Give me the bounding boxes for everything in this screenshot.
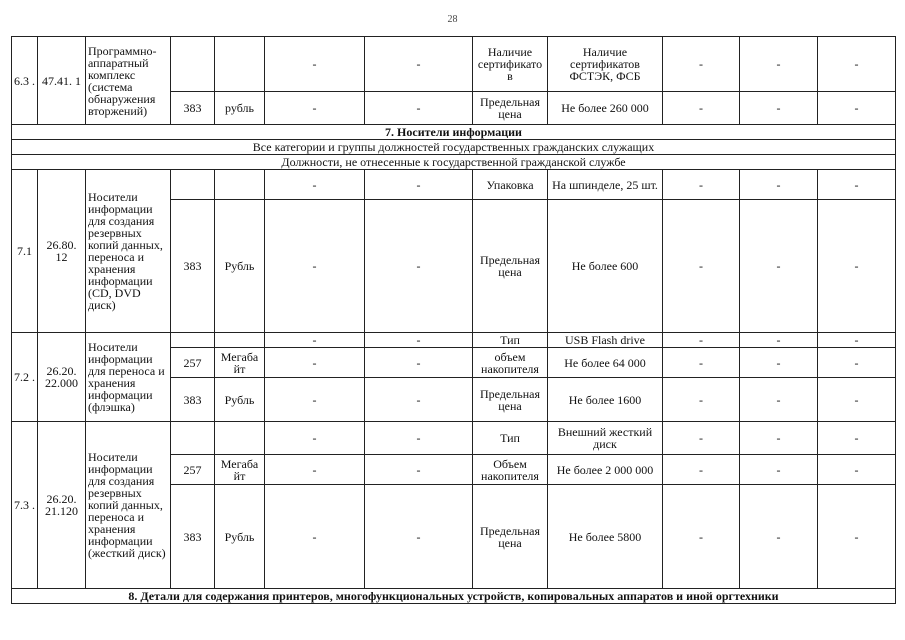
- value-cell: -: [818, 348, 896, 378]
- item-name: Носители информации для переноса и хранения информации (флэшка): [86, 333, 171, 422]
- characteristic-name: объем накопителя: [473, 348, 548, 378]
- value-cell: -: [818, 170, 896, 200]
- note-row: [12, 155, 896, 170]
- okei-code: 383: [171, 92, 215, 125]
- okei-code: [171, 333, 215, 348]
- section-title: 7. Носители информации: [12, 125, 896, 140]
- item-name: Носители информации для создания резервных копий данных, переноса и хранения информации (CD, DVD диск): [86, 170, 171, 333]
- table-row: [12, 170, 896, 200]
- characteristic-value: Не более 260 000: [548, 92, 663, 125]
- characteristic-name: Предельная цена: [473, 485, 548, 589]
- spec-table: [11, 36, 896, 604]
- unit-name: Рубль: [215, 485, 265, 589]
- characteristic-name: Предельная цена: [473, 92, 548, 125]
- value-cell: -: [663, 92, 740, 125]
- value-cell: -: [818, 485, 896, 589]
- value-cell: -: [740, 378, 818, 422]
- value-cell: -: [265, 485, 365, 589]
- value-cell: -: [663, 485, 740, 589]
- value-cell: -: [663, 422, 740, 455]
- unit-name: Рубль: [215, 378, 265, 422]
- characteristic-value: Не более 600: [548, 200, 663, 333]
- value-cell: -: [663, 378, 740, 422]
- value-cell: -: [265, 422, 365, 455]
- okei-code: 257: [171, 348, 215, 378]
- unit-name: рубль: [215, 92, 265, 125]
- value-cell: -: [663, 348, 740, 378]
- value-cell: -: [365, 333, 473, 348]
- value-cell: -: [663, 200, 740, 333]
- value-cell: -: [265, 455, 365, 485]
- okpd-code: 26.20. 21.120: [38, 422, 86, 589]
- table-row: [12, 37, 896, 92]
- okpd-code: 47.41. 1: [38, 37, 86, 125]
- value-cell: -: [265, 200, 365, 333]
- value-cell: -: [265, 37, 365, 92]
- unit-name: Мегаба йт: [215, 455, 265, 485]
- characteristic-value: USB Flash drive: [548, 333, 663, 348]
- characteristic-value: Наличие сертификатов ФСТЭК, ФСБ: [548, 37, 663, 92]
- value-cell: -: [365, 455, 473, 485]
- unit-name: [215, 37, 265, 92]
- value-cell: -: [740, 170, 818, 200]
- value-cell: -: [663, 170, 740, 200]
- characteristic-name: Упаковка: [473, 170, 548, 200]
- value-cell: -: [365, 422, 473, 455]
- value-cell: -: [740, 92, 818, 125]
- category-note: Все категории и группы должностей государственных гражданских служащих: [12, 140, 896, 155]
- value-cell: -: [818, 92, 896, 125]
- item-name: Носители информации для создания резервных копий данных, переноса и хранения информации (жесткий диск): [86, 422, 171, 589]
- value-cell: -: [663, 455, 740, 485]
- characteristic-name: Предельная цена: [473, 378, 548, 422]
- characteristic-value: Не более 1600: [548, 378, 663, 422]
- note-row: [12, 140, 896, 155]
- okei-code: [171, 422, 215, 455]
- value-cell: -: [740, 348, 818, 378]
- item-number: 7.3 .: [12, 422, 38, 589]
- value-cell: -: [265, 378, 365, 422]
- value-cell: -: [365, 485, 473, 589]
- value-cell: -: [365, 378, 473, 422]
- value-cell: -: [818, 200, 896, 333]
- value-cell: -: [818, 37, 896, 92]
- value-cell: -: [818, 422, 896, 455]
- value-cell: -: [818, 378, 896, 422]
- okei-code: 383: [171, 485, 215, 589]
- value-cell: -: [740, 333, 818, 348]
- value-cell: -: [365, 170, 473, 200]
- item-name: Программно-аппаратный комплекс (система обнаружения вторжений): [86, 37, 171, 125]
- characteristic-name: Наличие сертификато в: [473, 37, 548, 92]
- value-cell: -: [265, 333, 365, 348]
- category-note: Должности, не отнесенные к государственной гражданской службе: [12, 155, 896, 170]
- value-cell: -: [740, 422, 818, 455]
- okei-code: 257: [171, 455, 215, 485]
- okei-code: [171, 170, 215, 200]
- value-cell: -: [740, 37, 818, 92]
- value-cell: -: [740, 200, 818, 333]
- item-number: 7.1: [12, 170, 38, 333]
- characteristic-name: Объем накопителя: [473, 455, 548, 485]
- item-number: 6.3 .: [12, 37, 38, 125]
- value-cell: -: [663, 333, 740, 348]
- okpd-code: 26.80. 12: [38, 170, 86, 333]
- item-number: 7.2 .: [12, 333, 38, 422]
- section-row: [12, 125, 896, 140]
- table-row: [12, 333, 896, 348]
- page-number: 28: [447, 14, 458, 25]
- characteristic-value: Внешний жесткий диск: [548, 422, 663, 455]
- unit-name: Мегаба йт: [215, 348, 265, 378]
- unit-name: [215, 170, 265, 200]
- value-cell: -: [365, 37, 473, 92]
- value-cell: -: [265, 348, 365, 378]
- characteristic-name: Предельная цена: [473, 200, 548, 333]
- okpd-code: 26.20. 22.000: [38, 333, 86, 422]
- characteristic-value: Не более 64 000: [548, 348, 663, 378]
- section-title: 8. Детали для содержания принтеров, многофункциональных устройств, копировальных аппаратов и иной оргтехники: [12, 589, 896, 604]
- section-row: [12, 589, 896, 604]
- characteristic-value: Не более 2 000 000: [548, 455, 663, 485]
- unit-name: Рубль: [215, 200, 265, 333]
- okei-code: 383: [171, 200, 215, 333]
- value-cell: -: [818, 333, 896, 348]
- value-cell: -: [818, 455, 896, 485]
- characteristic-value: На шпинделе, 25 шт.: [548, 170, 663, 200]
- value-cell: -: [365, 200, 473, 333]
- okei-code: [171, 37, 215, 92]
- value-cell: -: [740, 485, 818, 589]
- unit-name: [215, 333, 265, 348]
- value-cell: -: [265, 92, 365, 125]
- value-cell: -: [663, 37, 740, 92]
- value-cell: -: [365, 348, 473, 378]
- characteristic-value: Не более 5800: [548, 485, 663, 589]
- unit-name: [215, 422, 265, 455]
- value-cell: -: [265, 170, 365, 200]
- table-row: [12, 422, 896, 455]
- characteristic-name: Тип: [473, 422, 548, 455]
- okei-code: 383: [171, 378, 215, 422]
- characteristic-name: Тип: [473, 333, 548, 348]
- value-cell: -: [740, 455, 818, 485]
- value-cell: -: [365, 92, 473, 125]
